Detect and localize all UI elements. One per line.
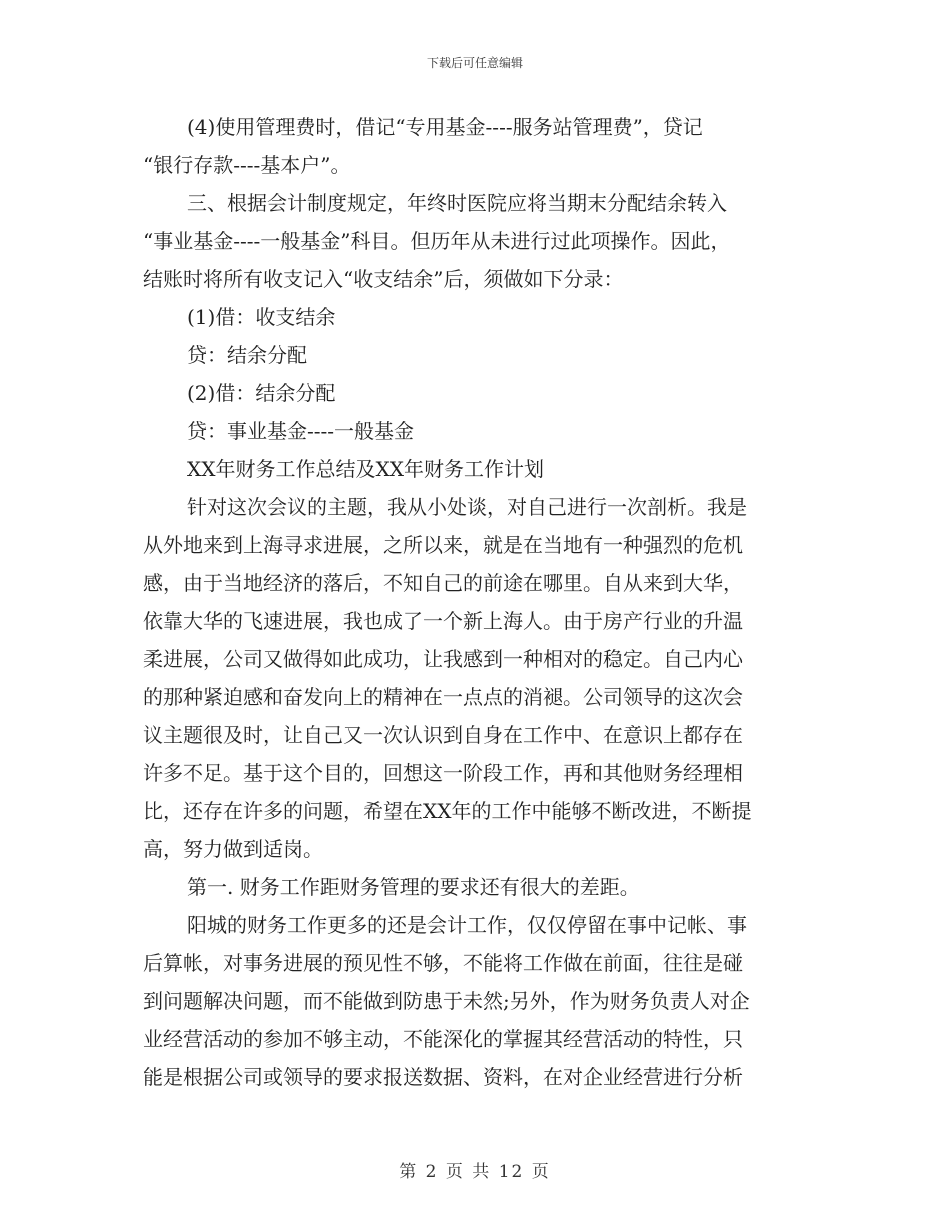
- text-line: 感，由于当地经济的落后，不知自己的前途在哪里。自从来到大华，: [143, 571, 743, 595]
- text-line: (1)借：收支结余: [187, 305, 336, 329]
- text-line: 能是根据公司或领导的要求报送数据、资料，在对企业经营进行分析: [143, 1065, 743, 1089]
- text-line: 结账时将所有收支记入“收支结余”后，须做如下分录：: [143, 267, 624, 291]
- text-line: 贷：事业基金----一般基金: [187, 419, 415, 443]
- section-title: XX年财务工作总结及XX年财务工作计划: [187, 457, 544, 481]
- text-line: 贷：结余分配: [187, 343, 307, 367]
- text-line: 议主题很及时，让自己又一次认识到自身在工作中、在意识上都存在: [143, 723, 743, 747]
- text-line: 从外地来到上海寻求进展，之所以来，就是在当地有一种强烈的危机: [143, 533, 743, 557]
- page-number-footer: 第 2 页 共 12 页: [399, 1162, 551, 1182]
- document-body: [143, 108, 808, 1096]
- text-line: 后算帐，对事务进展的预见性不够，不能将工作做在前面，往往是碰: [143, 951, 743, 975]
- text-line: 第一. 财务工作距财务管理的要求还有很大的差距。: [187, 875, 640, 899]
- text-line: 比，还存在许多的问题，希望在XX年的工作中能够不断改进，不断提: [143, 799, 752, 823]
- text-line: 阳城的财务工作更多的还是会计工作，仅仅停留在事中记帐、事: [187, 913, 747, 937]
- text-line: “事业基金----一般基金”科目。但历年从未进行过此项操作。因此，: [143, 229, 731, 253]
- text-line: 到问题解决问题，而不能做到防患于未然;另外，作为财务负责人对企: [143, 989, 750, 1013]
- text-line: 许多不足。基于这个目的，回想这一阶段工作，再和其他财务经理相: [143, 761, 743, 785]
- text-line: 柔进展，公司又做得如此成功，让我感到一种相对的稳定。自己内心: [143, 647, 743, 671]
- text-line: 三、根据会计制度规定，年终时医院应将当期末分配结余转入: [187, 191, 727, 215]
- text-line: 的那种紧迫感和奋发向上的精神在一点点的消褪。公司领导的这次会: [143, 685, 743, 709]
- text-line: (4)使用管理费时，借记“专用基金----服务站管理费”，贷记: [187, 115, 703, 139]
- text-line: “银行存款----基本户”。: [143, 153, 351, 177]
- text-line: 高，努力做到适岗。: [143, 837, 323, 861]
- text-line: 针对这次会议的主题，我从小处谈，对自己进行一次剖析。我是: [187, 495, 747, 519]
- text-line: (2)借：结余分配: [187, 381, 336, 405]
- text-line: 业经营活动的参加不够主动，不能深化的掌握其经营活动的特性，只: [143, 1027, 743, 1051]
- text-line: 依靠大华的飞速进展，我也成了一个新上海人。由于房产行业的升温: [143, 609, 743, 633]
- page-header: 下载后可任意编辑: [426, 56, 523, 70]
